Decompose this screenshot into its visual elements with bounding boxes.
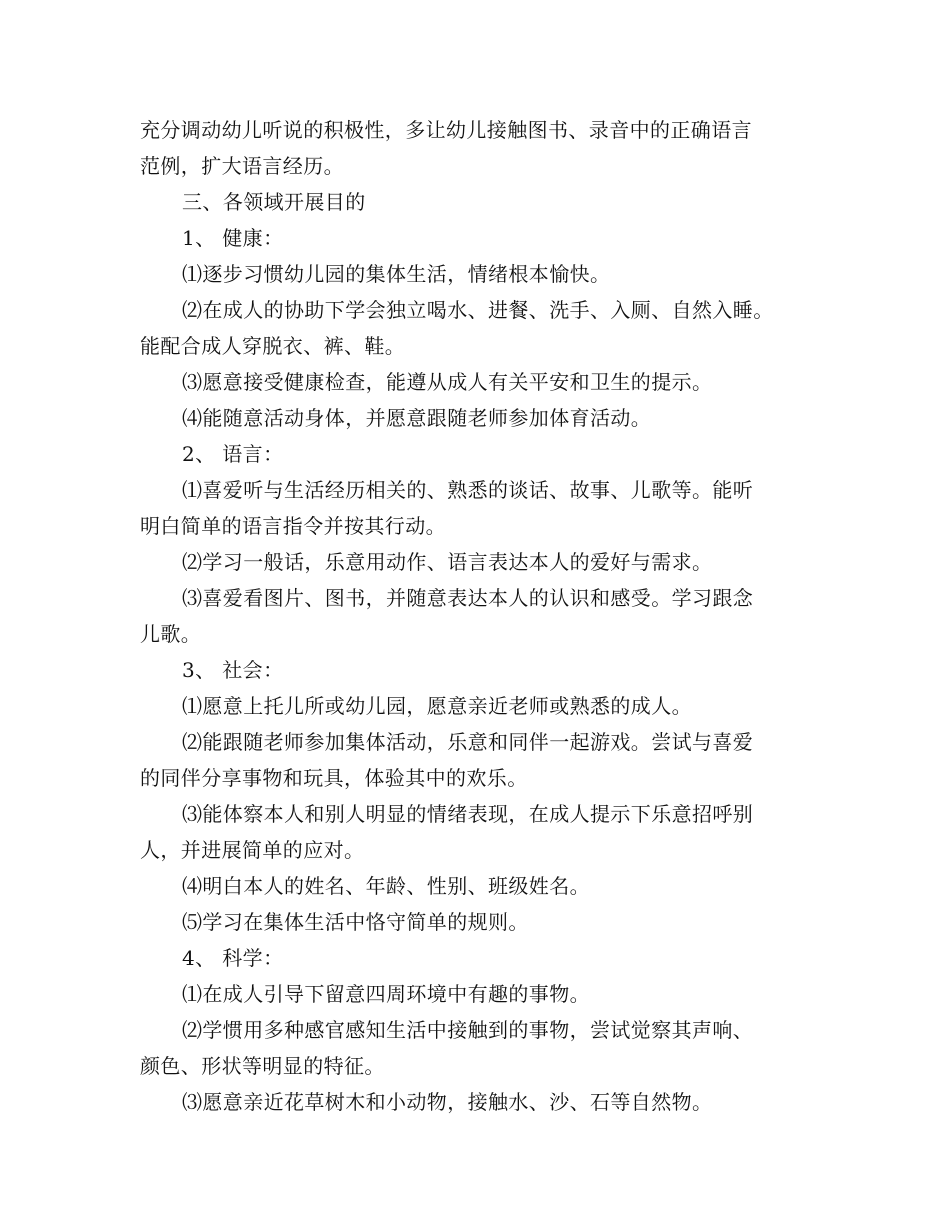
- text-line: 能配合成人穿脱衣、裤、鞋。: [140, 334, 406, 358]
- text-line: ⑶愿意接受健康检查，能遵从成人有关平安和卫生的提示。: [182, 370, 713, 394]
- text-line: 三、各领域开展目的: [182, 190, 366, 214]
- text-line: ⑵在成人的协助下学会独立喝水、进餐、洗手、入厕、自然入睡。: [182, 298, 774, 322]
- text-line: ⑶喜爱看图片、图书，并随意表达本人的认识和感受。学习跟念: [182, 586, 754, 610]
- text-line: ⑷明白本人的姓名、年龄、性别、班级姓名。: [182, 874, 590, 898]
- text-line: 儿歌。: [140, 622, 202, 646]
- text-line: ⑴喜爱听与生活经历相关的、熟悉的谈话、故事、儿歌等。能听: [182, 478, 754, 502]
- text-line: 充分调动幼儿听说的积极性，多让幼儿接触图书、录音中的正确语言: [140, 118, 752, 142]
- text-line: 2、 语言：: [182, 442, 284, 466]
- text-line: 的同伴分享事物和玩具，体验其中的欢乐。: [140, 766, 528, 790]
- text-line: 颜色、形状等明显的特征。: [140, 1054, 385, 1078]
- text-line: ⑵学惯用多种感官感知生活中接触到的事物，尝试觉察其声响、: [182, 1018, 754, 1042]
- document-body: [140, 112, 820, 1120]
- text-line: ⑴愿意上托儿所或幼儿园，愿意亲近老师或熟悉的成人。: [182, 694, 692, 718]
- text-line: 3、 社会：: [182, 658, 284, 682]
- text-line: ⑷能随意活动身体，并愿意跟随老师参加体育活动。: [182, 406, 652, 430]
- text-line: 范例，扩大语言经历。: [140, 154, 344, 178]
- text-line: 人，并进展简单的应对。: [140, 838, 365, 862]
- text-line: ⑵能跟随老师参加集体活动，乐意和同伴一起游戏。尝试与喜爱: [182, 730, 754, 754]
- text-line: ⑴在成人引导下留意四周环境中有趣的事物。: [182, 982, 590, 1006]
- text-line: ⑴逐步习惯幼儿园的集体生活，情绪根本愉快。: [182, 262, 611, 286]
- text-line: 4、 科学：: [182, 946, 284, 970]
- text-line: ⑶能体察本人和别人明显的情绪表现，在成人提示下乐意招呼别: [182, 802, 754, 826]
- text-line: ⑶愿意亲近花草树木和小动物，接触水、沙、石等自然物。: [182, 1090, 713, 1114]
- text-line: 1、 健康：: [182, 226, 284, 250]
- text-line: ⑸学习在集体生活中恪守简单的规则。: [182, 910, 529, 934]
- text-line: 明白简单的语言指令并按其行动。: [140, 514, 446, 538]
- text-line: ⑵学习一般话，乐意用动作、语言表达本人的爱好与需求。: [182, 550, 713, 574]
